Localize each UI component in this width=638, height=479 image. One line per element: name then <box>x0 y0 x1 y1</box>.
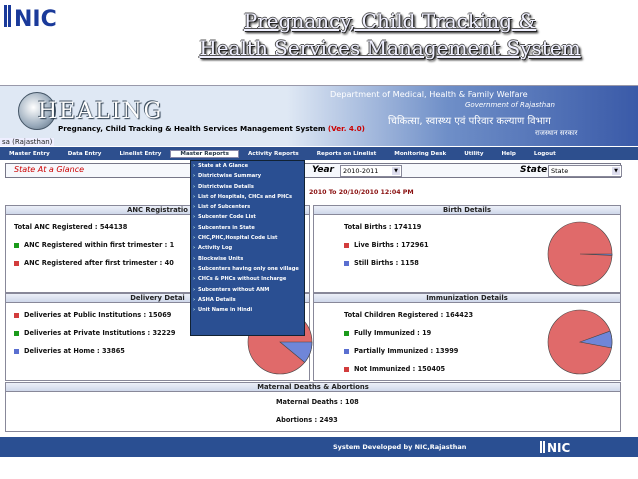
healing-logo-text: HEALING <box>38 99 164 124</box>
master-reports-menu <box>190 160 305 336</box>
menu-item-without-anm[interactable]: › Subcenters without ANM <box>191 285 304 295</box>
app-header <box>0 86 638 146</box>
green-legend-icon <box>14 331 19 336</box>
anc-after-first-row <box>14 259 174 267</box>
hindi-department: चिकित्सा, स्वास्थ्य एवं परिवार कल्याण विभाग <box>388 116 551 127</box>
nav-reports-on-linelist[interactable]: Reports on Linelist <box>316 150 377 157</box>
nav-help[interactable]: Help <box>501 150 516 157</box>
menu-item-activity-log[interactable]: › Activity Log <box>191 243 304 253</box>
anc-panel-header: ANC Registratio <box>6 206 309 215</box>
footer-nic-logo <box>540 440 582 454</box>
menu-item-unit-name-hindi[interactable]: › Unit Name in Hindi <box>191 305 304 315</box>
delivery-private-row <box>14 329 175 337</box>
nic-logo-text: NIC <box>14 7 57 32</box>
maternal-panel-header: Maternal Deaths & Abortions <box>6 383 620 392</box>
menu-item-subcenters-in-state[interactable]: › Subcenters in State <box>191 223 304 233</box>
menu-item-chc-phc-code-list[interactable]: › CHC,PHC,Hospital Code List <box>191 233 304 243</box>
department-name: Department of Medical, Health & Family Welfare <box>330 89 528 99</box>
immunization-partially: Partially Immunized : 13999 <box>354 347 459 355</box>
nav-data-entry[interactable]: Data Entry <box>67 150 102 157</box>
birth-total: Total Births : 174119 <box>344 223 422 231</box>
footer-text: System Developed by NIC,Rajasthan <box>333 443 467 451</box>
year-select[interactable] <box>340 165 402 177</box>
blue-legend-icon <box>344 349 349 354</box>
slide-title <box>150 8 630 62</box>
delivery-home-row <box>14 347 125 355</box>
menu-item-state-at-a-glance[interactable]: › State at A Glance <box>191 161 304 171</box>
immunization-panel <box>313 293 621 381</box>
nav-master-entry[interactable]: Master Entry <box>9 150 50 157</box>
nav-linelist-entry[interactable]: Linelist Entry <box>119 150 162 157</box>
year-label: Year <box>312 165 334 175</box>
red-legend-icon <box>344 243 349 248</box>
menu-item-hospitals-list[interactable]: › List of Hospitals, CHCs and PHCs <box>191 192 304 202</box>
birth-live: Live Births : 172961 <box>354 241 429 249</box>
anc-total: Total ANC Registered : 544138 <box>14 223 128 231</box>
anc-first-trimester: ANC Registered within first trimester : 1 <box>24 241 175 249</box>
nav-utility[interactable]: Utility <box>464 150 484 157</box>
green-legend-icon <box>14 243 19 248</box>
nav-activity-reports[interactable]: Activity Reports <box>247 150 299 157</box>
menu-item-blockwise-units[interactable]: › Blockwise Units <box>191 254 304 264</box>
page-title: State At a Glance <box>14 165 85 174</box>
birth-panel-header: Birth Details <box>314 206 620 215</box>
immunization-total: Total Children Registered : 164423 <box>344 311 474 319</box>
abortions: Abortions : 2493 <box>276 416 338 424</box>
nic-logo <box>4 2 74 32</box>
location-label: sa (Rajasthan) <box>2 138 53 146</box>
red-legend-icon <box>14 313 19 318</box>
date-range: 2010 To 20/10/2010 12:04 PM <box>309 189 414 196</box>
red-legend-icon <box>344 367 349 372</box>
birth-still: Still Births : 1158 <box>354 259 419 267</box>
version-label: (Ver. 4.0) <box>327 124 365 133</box>
state-select-value: State <box>551 167 569 175</box>
immunization-pie-chart <box>546 308 614 376</box>
state-label: State <box>520 165 548 175</box>
red-legend-icon <box>14 261 19 266</box>
blue-legend-icon <box>344 261 349 266</box>
menu-item-subcenters-list[interactable]: › List of Subcenters <box>191 202 304 212</box>
immunization-panel-header: Immunization Details <box>314 294 620 303</box>
menu-item-districtwise-summary[interactable]: › Districtwise Summary <box>191 171 304 181</box>
footer-nic-logo-text: NIC <box>547 441 571 454</box>
slide-title-line1: Pregnancy, Child Tracking & <box>243 9 537 33</box>
nav-logout[interactable]: Logout <box>533 150 556 157</box>
slide-title-line2: Health Services Management System <box>199 36 581 60</box>
menu-item-subcenter-code-list[interactable]: › Subcenter Code List <box>191 212 304 222</box>
menu-item-districtwise-details[interactable]: › Districtwise Details <box>191 182 304 192</box>
green-legend-icon <box>344 331 349 336</box>
anc-after-first: ANC Registered after first trimester : 40 <box>24 259 174 267</box>
maternal-deaths: Maternal Deaths : 108 <box>276 398 359 406</box>
main-nav <box>0 147 638 160</box>
anc-first-trimester-row <box>14 241 174 249</box>
immunization-not: Not Immunized : 150405 <box>354 365 446 373</box>
delivery-home: Deliveries at Home : 33865 <box>24 347 125 355</box>
app-subtitle-text: Pregnancy, Child Tracking & Health Services Management System <box>58 124 326 133</box>
nav-monitoring-desk[interactable]: Monitoring Desk <box>394 150 447 157</box>
nav-master-reports[interactable]: Master Reports <box>170 150 239 158</box>
hindi-government: राजस्थान सरकार <box>535 129 578 137</box>
delivery-panel-header: Delivery Detai <box>6 294 309 303</box>
immunization-not-row <box>344 365 445 373</box>
state-select[interactable] <box>548 165 622 177</box>
birth-pie-chart <box>546 220 614 288</box>
immunization-fully-row <box>344 329 431 337</box>
filter-bar <box>5 163 621 178</box>
app-footer <box>0 437 638 457</box>
chevron-down-icon[interactable]: ▼ <box>612 167 620 175</box>
immunization-fully: Fully Immunized : 19 <box>354 329 432 337</box>
menu-item-without-incharge[interactable]: › CHCs & PHCs without Incharge <box>191 274 304 284</box>
app-subtitle <box>58 124 365 133</box>
year-select-value: 2010-2011 <box>343 167 379 175</box>
blue-legend-icon <box>14 349 19 354</box>
maternal-panel <box>5 382 621 432</box>
birth-still-row <box>344 259 419 267</box>
birth-panel <box>313 205 621 293</box>
government-name: Government of Rajasthan <box>465 101 555 109</box>
delivery-private: Deliveries at Private Institutions : 32229 <box>24 329 176 337</box>
birth-live-row <box>344 241 429 249</box>
chevron-down-icon[interactable]: ▼ <box>392 167 400 175</box>
delivery-public: Deliveries at Public Institutions : 15069 <box>24 311 172 319</box>
immunization-partially-row <box>344 347 458 355</box>
app-screen <box>0 85 638 470</box>
delivery-public-row <box>14 311 171 319</box>
menu-item-asha-details[interactable]: › ASHA Details <box>191 295 304 305</box>
menu-item-single-village-subcenters[interactable]: › Subcenters having only one village <box>191 264 304 274</box>
